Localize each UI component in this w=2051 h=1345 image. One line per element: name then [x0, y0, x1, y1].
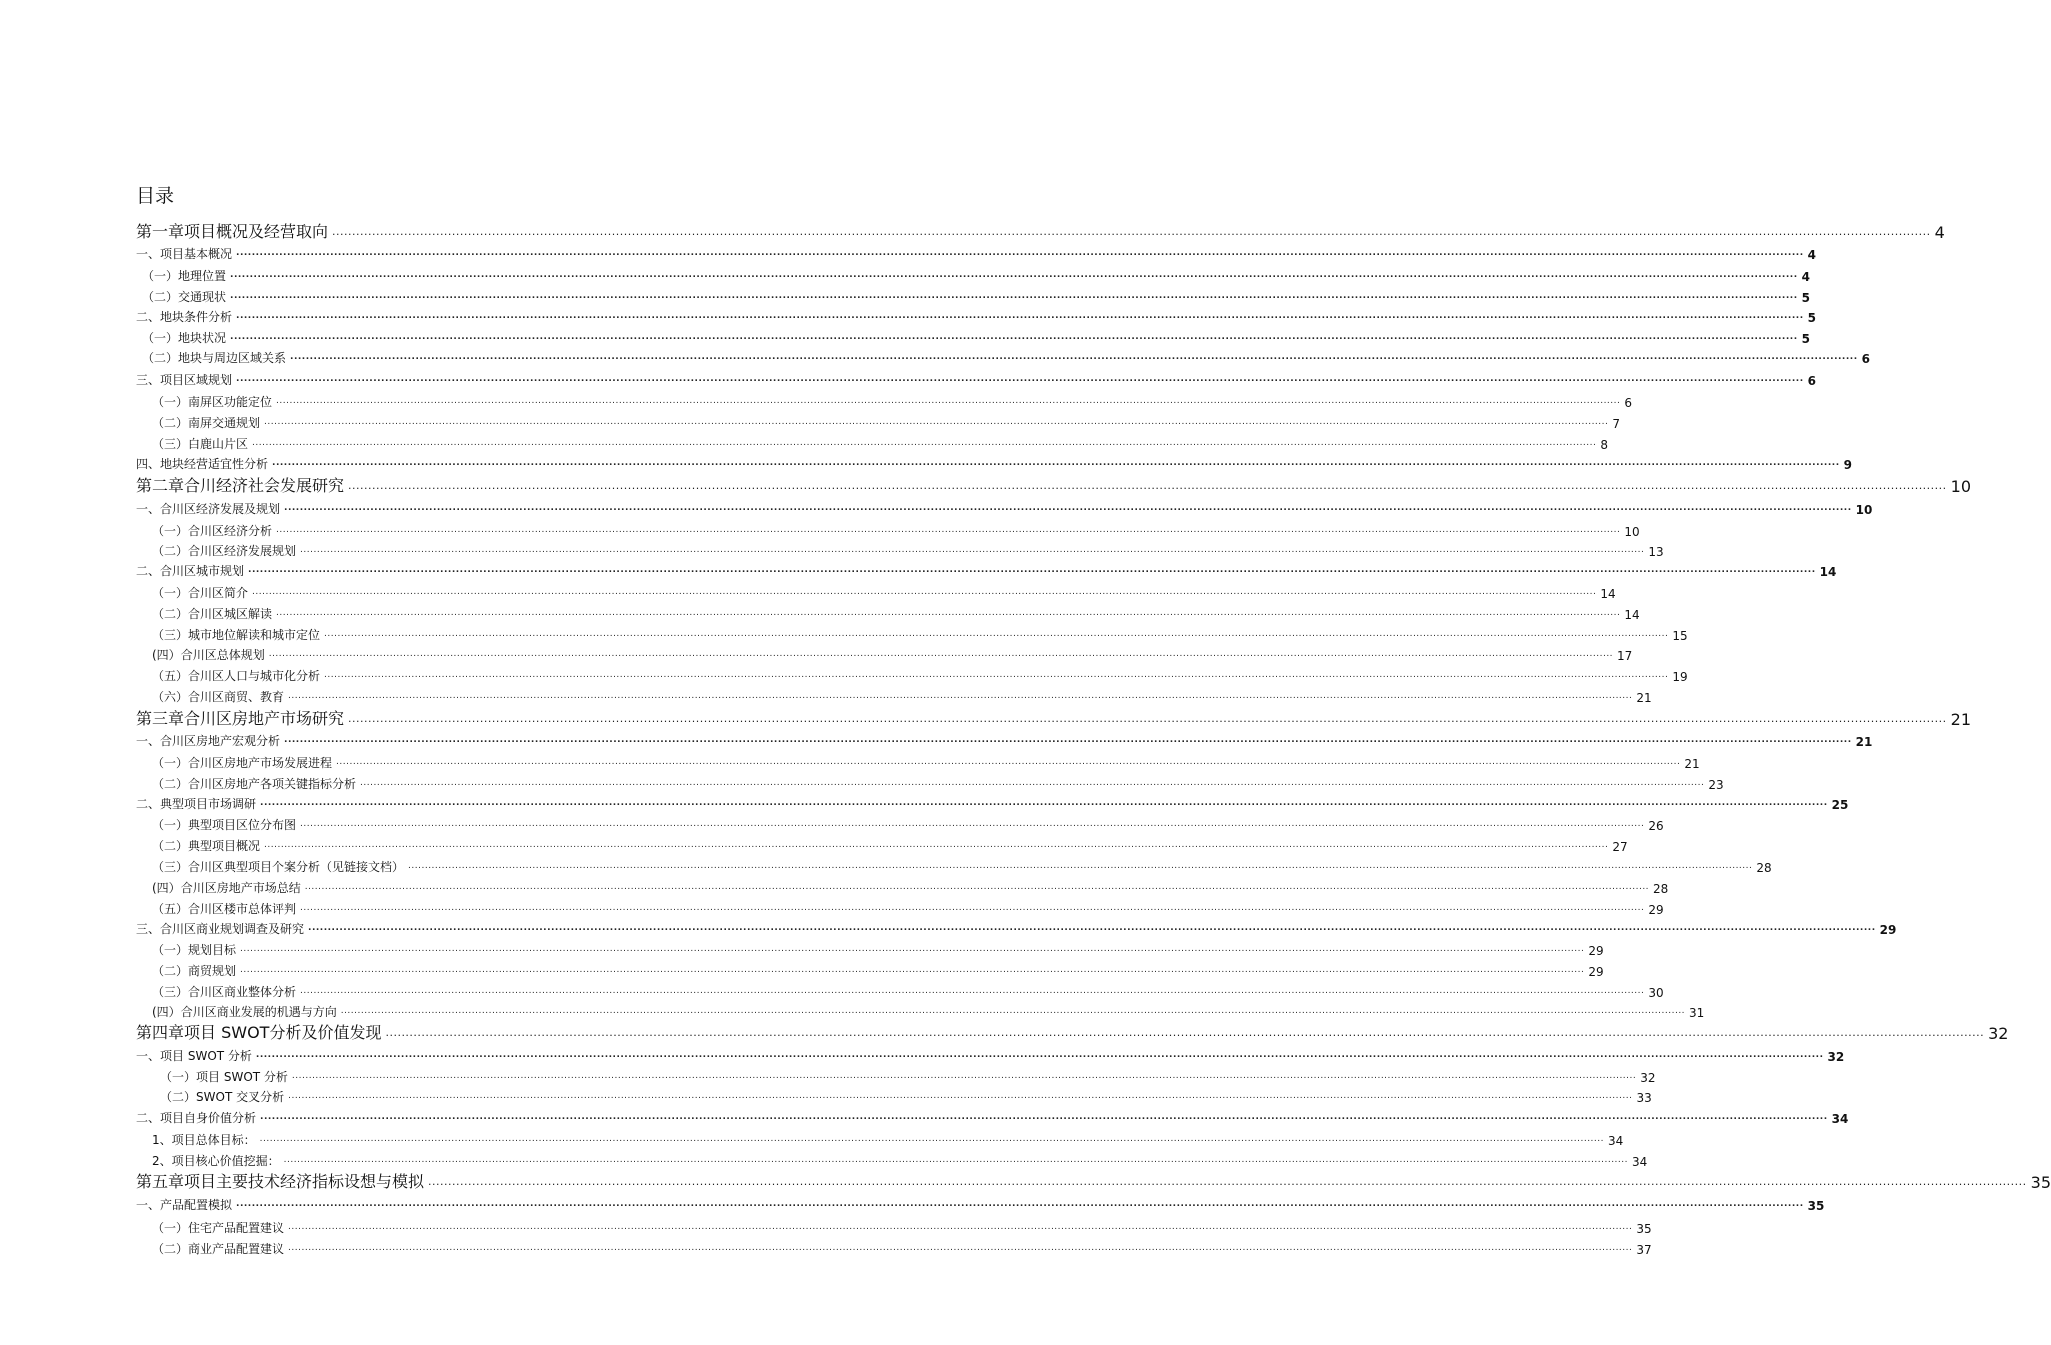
dot-leader: ................................................................................................................................................................................................................................................................................................................................................................................................................: [268, 649, 1614, 659]
toc-entry[interactable]: [136, 1193, 1825, 1213]
toc-entry-number: （一）: [152, 524, 189, 538]
toc-entry[interactable]: [152, 664, 1688, 684]
dot-leader: ................................................................................................................................................................................................................................................................................................................................................................................................................: [288, 1091, 1633, 1101]
toc-entry-label: 白鹿山片区: [188, 437, 249, 451]
toc-entry-label: 地块条件分析: [160, 310, 233, 324]
toc-entry-label: SWOT 交叉分析: [196, 1090, 285, 1104]
toc-entry[interactable]: [152, 390, 1633, 410]
toc-entry-label: 合川区商业整体分析: [188, 985, 297, 999]
toc-entry-number: （一）: [152, 943, 189, 957]
toc-entry-label: 合川区房地产市场总结: [180, 881, 301, 895]
toc-entry-number: 四、: [136, 457, 161, 471]
toc-entry-page: 35: [1807, 1199, 1825, 1213]
toc-entry[interactable]: [152, 581, 1616, 601]
toc-entry-number: 二、: [136, 564, 161, 578]
toc-entry-label: 合川区经济发展及规划: [160, 502, 281, 516]
toc-entry-label: 合川区总体规划: [180, 648, 265, 662]
toc-entry[interactable]: [152, 1128, 1624, 1148]
dot-leader: ................................................................................................................................................................................................................................................................................................................................................................................................................: [236, 311, 1804, 321]
toc-entry-label: 合川区城市规划: [160, 564, 245, 578]
toc-entry-page: 17: [1617, 649, 1633, 663]
dot-leader: ................................................................................................................................................................................................................................................................................................................................................................................................................: [283, 1155, 1628, 1165]
toc-entry[interactable]: [136, 1106, 1849, 1126]
toc-entry-page: 10: [1950, 477, 1972, 496]
toc-entry-page: 8: [1600, 438, 1609, 452]
toc-entry[interactable]: [136, 707, 1972, 729]
dot-leader: ................................................................................................................................................................................................................................................................................................................................................................................................................: [284, 503, 1852, 513]
toc-entry[interactable]: [152, 623, 1688, 643]
toc-entry-label: 合川区楼市总体评判: [188, 902, 297, 916]
toc-entry[interactable]: [136, 792, 1849, 812]
dot-leader: ................................................................................................................................................................................................................................................................................................................................................................................................................: [260, 1112, 1828, 1122]
toc-entry[interactable]: [152, 685, 1652, 705]
dot-leader: ................................................................................................................................................................................................................................................................................................................................................................................................................: [230, 270, 1798, 280]
toc-entry[interactable]: [152, 959, 1604, 979]
toc-entry-number: 三、: [136, 373, 161, 387]
toc-entry-page: 6: [1861, 352, 1870, 366]
toc-entry-page: 9: [1843, 458, 1852, 472]
toc-entry-label: 地块经营适宜性分析: [160, 457, 269, 471]
toc-entry-page: 31: [1689, 1006, 1705, 1020]
toc-entry[interactable]: [152, 602, 1640, 622]
dot-leader: ................................................................................................................................................................................................................................................................................................................................................................................................................: [260, 798, 1828, 808]
toc-entry-label: 项目概况及经营取向: [184, 222, 329, 241]
toc-entry-label: 合川区房地产市场研究: [184, 709, 345, 728]
dot-leader: ................................................................................................................................................................................................................................................................................................................................................................................................................: [332, 225, 1931, 238]
toc-entry-page: 4: [1807, 248, 1816, 262]
toc-entry-label: 地块与周边区域关系: [178, 351, 287, 365]
toc-entry-number: （二）: [152, 416, 189, 430]
toc-entry-number: （一）: [160, 1070, 197, 1084]
dot-leader: ................................................................................................................................................................................................................................................................................................................................................................................................................: [428, 1175, 2027, 1188]
dot-leader: ................................................................................................................................................................................................................................................................................................................................................................................................................: [236, 374, 1804, 384]
dot-leader: ................................................................................................................................................................................................................................................................................................................................................................................................................: [360, 778, 1705, 788]
toc-entry-number: （二）: [152, 964, 189, 978]
dot-leader: ................................................................................................................................................................................................................................................................................................................................................................................................................: [230, 291, 1798, 301]
toc-entry-label: 合川区简介: [188, 586, 249, 600]
toc-entry-label: 项目 SWOT分析及价值发现: [184, 1023, 382, 1042]
dot-leader: ................................................................................................................................................................................................................................................................................................................................................................................................................: [300, 986, 1645, 996]
toc-entry-number: （五）: [152, 902, 189, 916]
toc-entry-page: 25: [1831, 798, 1849, 812]
dot-leader: ................................................................................................................................................................................................................................................................................................................................................................................................................: [276, 396, 1621, 406]
toc-entry-number: 一、: [136, 1049, 161, 1063]
dot-leader: ................................................................................................................................................................................................................................................................................................................................................................................................................: [290, 352, 1858, 362]
dot-leader: ................................................................................................................................................................................................................................................................................................................................................................................................................: [408, 861, 1753, 871]
dot-leader: ................................................................................................................................................................................................................................................................................................................................................................................................................: [300, 819, 1645, 829]
toc-entry[interactable]: [152, 643, 1633, 663]
toc-entry[interactable]: [152, 519, 1640, 539]
toc-entry[interactable]: [152, 938, 1604, 958]
toc-entry-number: (四）: [152, 1005, 181, 1019]
dot-leader: ................................................................................................................................................................................................................................................................................................................................................................................................................: [276, 525, 1621, 535]
toc-entry-number: （五）: [152, 669, 189, 683]
toc-entry-page: 30: [1648, 986, 1664, 1000]
toc-entry-label: 合川区人口与城市化分析: [188, 669, 321, 683]
toc-entry[interactable]: [136, 474, 1972, 496]
toc-entry-page: 29: [1879, 923, 1897, 937]
toc-entry[interactable]: [136, 1170, 2051, 1192]
dot-leader: ................................................................................................................................................................................................................................................................................................................................................................................................................: [340, 1006, 1686, 1016]
toc-entry-label: 合川区城区解读: [188, 607, 273, 621]
toc-entry-label: 合川区房地产宏观分析: [160, 734, 281, 748]
toc-entry-page: 34: [1632, 1155, 1648, 1169]
toc-entry[interactable]: [136, 368, 1816, 388]
toc-entry[interactable]: [152, 813, 1664, 833]
toc-entry-page: 7: [1612, 417, 1621, 431]
dot-leader: ................................................................................................................................................................................................................................................................................................................................................................................................................: [288, 1243, 1633, 1253]
toc-entry-number: （二）: [160, 1090, 197, 1104]
toc-entry[interactable]: [152, 432, 1609, 452]
toc-entry[interactable]: [136, 452, 1852, 472]
toc-entry-label: 合川区经济发展规划: [188, 544, 297, 558]
toc-entry-page: 4: [1934, 223, 1945, 242]
toc-entry-page: 21: [1636, 691, 1652, 705]
toc-entry-label: 项目 SWOT 分析: [160, 1049, 252, 1063]
toc-entry[interactable]: [160, 1065, 1656, 1085]
toc-entry-number: 二、: [136, 310, 161, 324]
toc-entry-number: 二、: [136, 1111, 161, 1125]
toc-entry[interactable]: [136, 917, 1897, 937]
toc-entry-page: 4: [1801, 270, 1810, 284]
toc-entry-page: 35: [1636, 1222, 1652, 1236]
dot-leader: ................................................................................................................................................................................................................................................................................................................................................................................................................: [300, 545, 1645, 555]
toc-entry-label: 地理位置: [178, 269, 227, 283]
dot-leader: ................................................................................................................................................................................................................................................................................................................................................................................................................: [272, 458, 1840, 468]
toc-entry-page: 32: [1640, 1071, 1656, 1085]
toc-entry-page: 35: [2030, 1173, 2051, 1192]
toc-entry-page: 19: [1672, 670, 1688, 684]
toc-entry-number: 二、: [136, 797, 161, 811]
toc-entry[interactable]: [142, 346, 1870, 366]
toc-entry-number: （一）: [152, 1221, 189, 1235]
dot-leader: ................................................................................................................................................................................................................................................................................................................................................................................................................: [324, 629, 1669, 639]
toc-entry-label: 项目基本概况: [160, 247, 233, 261]
toc-entry[interactable]: [152, 1216, 1652, 1236]
toc-entry-page: 34: [1608, 1134, 1624, 1148]
toc-entry-page: 26: [1648, 819, 1664, 833]
toc-entry-page: 34: [1831, 1112, 1849, 1126]
toc-entry[interactable]: [142, 285, 1810, 305]
toc-entry-label: 项目主要技术经济指标设想与模拟: [184, 1172, 425, 1191]
dot-leader: ................................................................................................................................................................................................................................................................................................................................................................................................................: [248, 565, 1816, 575]
toc-entry-page: 5: [1801, 291, 1810, 305]
toc-entry-number: （一）: [152, 395, 189, 409]
dot-leader: ................................................................................................................................................................................................................................................................................................................................................................................................................: [385, 1026, 1985, 1039]
toc-entry-page: 14: [1624, 608, 1640, 622]
dot-leader: ................................................................................................................................................................................................................................................................................................................................................................................................................: [276, 608, 1621, 618]
toc-entry-label: 项目核心价值挖掘：: [171, 1154, 280, 1168]
toc-entry[interactable]: [152, 876, 1669, 896]
toc-entry-number: （三）: [152, 985, 189, 999]
toc-entry-label: 典型项目区位分布图: [188, 818, 297, 832]
toc-entry-number: 三、: [136, 922, 161, 936]
toc-entry-number: （二）: [142, 351, 179, 365]
toc-entry-label: 项目总体目标：: [171, 1133, 256, 1147]
toc-entry[interactable]: [136, 497, 1873, 517]
toc-entry-number: 一、: [136, 1198, 161, 1212]
dot-leader: ................................................................................................................................................................................................................................................................................................................................................................................................................: [336, 757, 1681, 767]
toc-entry-number: （一）: [142, 269, 179, 283]
dot-leader: ................................................................................................................................................................................................................................................................................................................................................................................................................: [284, 735, 1852, 745]
toc-entry[interactable]: [136, 559, 1837, 579]
dot-leader: ................................................................................................................................................................................................................................................................................................................................................................................................................: [348, 479, 1947, 492]
toc-entry-number: 第五章: [136, 1172, 185, 1191]
toc-entry-number: （一）: [152, 586, 189, 600]
toc-entry-number: （二）: [152, 607, 189, 621]
toc-entry-page: 21: [1950, 710, 1972, 729]
toc-entry-label: 项目自身价值分析: [160, 1111, 257, 1125]
toc-entry-number: 一、: [136, 247, 161, 261]
toc-entry[interactable]: [152, 855, 1772, 875]
toc-entry-number: （二）: [152, 1242, 189, 1256]
dot-leader: ................................................................................................................................................................................................................................................................................................................................................................................................................: [255, 1050, 1824, 1060]
toc-entry-page: 23: [1708, 778, 1724, 792]
toc-entry-page: 14: [1819, 565, 1837, 579]
dot-leader: ................................................................................................................................................................................................................................................................................................................................................................................................................: [252, 587, 1597, 597]
toc-entry[interactable]: [152, 980, 1664, 1000]
toc-entry-number: 第二章: [136, 476, 185, 495]
toc-entry-label: 城市地位解读和城市定位: [188, 628, 321, 642]
toc-entry-page: 28: [1653, 882, 1669, 896]
dot-leader: ................................................................................................................................................................................................................................................................................................................................................................................................................: [291, 1071, 1637, 1081]
toc-entry[interactable]: [152, 834, 1628, 854]
toc-entry[interactable]: [136, 305, 1816, 325]
toc-entry-label: 地块状况: [178, 331, 227, 345]
toc-entry[interactable]: [152, 1000, 1705, 1020]
toc-entry-page: 15: [1672, 629, 1688, 643]
toc-entry-label: 典型项目市场调研: [160, 797, 257, 811]
toc-entry-label: 合川区典型项目个案分析（见链接文档）: [188, 860, 405, 874]
toc-entry-label: 合川区房地产各项关键指标分析: [188, 777, 357, 791]
toc-entry-page: 32: [1827, 1050, 1845, 1064]
toc-entry-number: （二）: [152, 839, 189, 853]
dot-leader: ................................................................................................................................................................................................................................................................................................................................................................................................................: [288, 691, 1633, 701]
toc-entry-page: 27: [1612, 840, 1628, 854]
toc-entry-label: 南屏交通规划: [188, 416, 261, 430]
dot-leader: ................................................................................................................................................................................................................................................................................................................................................................................................................: [308, 923, 1876, 933]
toc-entry-label: 交通现状: [178, 290, 227, 304]
toc-entry-number: 一、: [136, 734, 161, 748]
toc-entry-number: 第一章: [136, 222, 185, 241]
toc-entry-page: 29: [1588, 944, 1604, 958]
toc-entry-number: 第四章: [136, 1023, 185, 1042]
toc-entry-page: 21: [1684, 757, 1700, 771]
toc-entry-page: 29: [1588, 965, 1604, 979]
toc-entry[interactable]: [136, 1044, 1845, 1064]
toc-entry-number: （三）: [152, 860, 189, 874]
dot-leader: ................................................................................................................................................................................................................................................................................................................................................................................................................: [236, 1199, 1804, 1209]
toc-entry-label: 商业产品配置建议: [188, 1242, 285, 1256]
dot-leader: ................................................................................................................................................................................................................................................................................................................................................................................................................: [236, 248, 1804, 258]
toc-entry-number: （二）: [142, 290, 179, 304]
toc-entry-page: 5: [1801, 332, 1810, 346]
toc-entry-page: 21: [1855, 735, 1873, 749]
toc-entry[interactable]: [152, 1237, 1652, 1257]
toc-entry-number: 1、: [152, 1133, 172, 1147]
dot-leader: ................................................................................................................................................................................................................................................................................................................................................................................................................: [240, 965, 1585, 975]
dot-leader: ................................................................................................................................................................................................................................................................................................................................................................................................................: [240, 944, 1585, 954]
toc-entry-label: 合川经济社会发展研究: [184, 476, 345, 495]
toc-entry-label: 规划目标: [188, 943, 237, 957]
dot-leader: ................................................................................................................................................................................................................................................................................................................................................................................................................: [259, 1134, 1604, 1144]
toc-entry-number: （一）: [142, 331, 179, 345]
toc-entry-page: 14: [1600, 587, 1616, 601]
toc-entry-page: 29: [1648, 903, 1664, 917]
toc-entry-label: 产品配置模拟: [160, 1198, 233, 1212]
toc-entry-number: (四）: [152, 648, 181, 662]
toc-entry-label: 住宅产品配置建议: [188, 1221, 285, 1235]
toc-entry[interactable]: [136, 220, 1945, 242]
toc-entry-page: 32: [1988, 1024, 2009, 1043]
toc-entry-page: 28: [1756, 861, 1772, 875]
toc-entry[interactable]: [136, 729, 1873, 749]
toc-entry-label: 合川区商业规划调查及研究: [160, 922, 305, 936]
toc-entry[interactable]: [152, 751, 1700, 771]
toc-entry-page: 13: [1648, 545, 1664, 559]
dot-leader: ................................................................................................................................................................................................................................................................................................................................................................................................................: [252, 438, 1597, 448]
toc-entry-page: 10: [1624, 525, 1640, 539]
toc-entry[interactable]: [142, 264, 1810, 284]
toc-entry-number: （六）: [152, 690, 189, 704]
toc-entry-page: 37: [1636, 1243, 1652, 1257]
toc-entry-number: （三）: [152, 437, 189, 451]
toc-entry-page: 33: [1636, 1091, 1652, 1105]
toc-entry-page: 5: [1807, 311, 1816, 325]
dot-leader: ................................................................................................................................................................................................................................................................................................................................................................................................................: [300, 903, 1645, 913]
toc-entry-label: 典型项目概况: [188, 839, 261, 853]
toc-entry-label: 合川区商业发展的机遇与方向: [180, 1005, 337, 1019]
toc-entry-label: 合川区房地产市场发展进程: [188, 756, 333, 770]
toc-entry[interactable]: [136, 242, 1816, 262]
dot-leader: ................................................................................................................................................................................................................................................................................................................................................................................................................: [230, 332, 1798, 342]
toc-entry-number: 2、: [152, 1154, 172, 1168]
document-title: 目录: [136, 185, 175, 207]
toc-entry-number: 一、: [136, 502, 161, 516]
toc-entry-page: 6: [1807, 374, 1816, 388]
toc-entry[interactable]: [160, 1085, 1652, 1105]
toc-entry-page: 10: [1855, 503, 1873, 517]
toc-entry-number: （三）: [152, 628, 189, 642]
dot-leader: ................................................................................................................................................................................................................................................................................................................................................................................................................: [264, 417, 1609, 427]
toc-entry-label: 项目区域规划: [160, 373, 233, 387]
toc-entry-label: 合川区商贸、教育: [188, 690, 285, 704]
toc-entry-number: （一）: [152, 818, 189, 832]
toc-entry[interactable]: [152, 897, 1664, 917]
toc-entry-number: (四）: [152, 881, 181, 895]
toc-entry[interactable]: [152, 1149, 1648, 1169]
toc-entry[interactable]: [152, 772, 1724, 792]
toc-entry-label: 南屏区功能定位: [188, 395, 273, 409]
dot-leader: ................................................................................................................................................................................................................................................................................................................................................................................................................: [304, 882, 1650, 892]
toc-entry-label: 商贸规划: [188, 964, 237, 978]
toc-entry-number: （二）: [152, 777, 189, 791]
toc-entry[interactable]: [152, 539, 1664, 559]
toc-entry-number: 第三章: [136, 709, 185, 728]
dot-leader: ................................................................................................................................................................................................................................................................................................................................................................................................................: [264, 840, 1609, 850]
toc-entry[interactable]: [136, 1021, 2009, 1043]
toc-entry-label: 项目 SWOT 分析: [196, 1070, 288, 1084]
toc-entry[interactable]: [142, 326, 1810, 346]
toc-entry-page: 6: [1624, 396, 1633, 410]
toc-entry-label: 合川区经济分析: [188, 524, 273, 538]
dot-leader: ................................................................................................................................................................................................................................................................................................................................................................................................................: [288, 1222, 1633, 1232]
dot-leader: ................................................................................................................................................................................................................................................................................................................................................................................................................: [324, 670, 1669, 680]
toc-entry-number: （二）: [152, 544, 189, 558]
dot-leader: ................................................................................................................................................................................................................................................................................................................................................................................................................: [348, 712, 1947, 725]
toc-entry-number: （一）: [152, 756, 189, 770]
toc-entry[interactable]: [152, 411, 1621, 431]
